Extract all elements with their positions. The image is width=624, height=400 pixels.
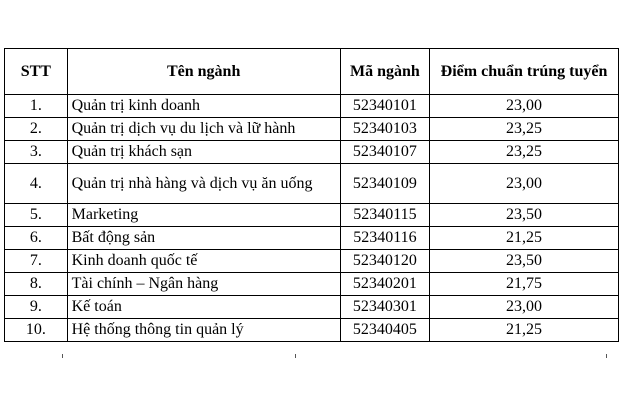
table-row: [5, 250, 619, 273]
row-cutoff-score: 23,50: [430, 250, 619, 273]
row-cutoff-score: 23,00: [430, 296, 619, 319]
header-major-name: Tên ngành: [67, 49, 340, 95]
row-major-code: 52340107: [340, 141, 429, 164]
row-stt: 1.: [5, 95, 68, 118]
crop-artifact: [62, 354, 63, 358]
row-stt: 7.: [5, 250, 68, 273]
crop-artifact: [606, 354, 607, 358]
row-major-name: Tài chính – Ngân hàng: [67, 273, 340, 296]
table-row: [5, 95, 619, 118]
row-major-code: 52340116: [340, 227, 429, 250]
row-major-code: 52340201: [340, 273, 429, 296]
row-stt: 3.: [5, 141, 68, 164]
row-major-code: 52340115: [340, 204, 429, 227]
row-cutoff-score: 23,00: [430, 95, 619, 118]
row-major-name: Marketing: [67, 204, 340, 227]
table-row: [5, 204, 619, 227]
row-major-code: 52340103: [340, 118, 429, 141]
header-stt: STT: [5, 49, 68, 95]
row-major-name: Quản trị dịch vụ du lịch và lữ hành: [67, 118, 340, 141]
row-major-name: Kế toán: [67, 296, 340, 319]
row-stt: 4.: [5, 164, 68, 204]
crop-artifact: [295, 354, 296, 358]
row-major-name: Hệ thống thông tin quản lý: [67, 319, 340, 342]
row-major-name: Kinh doanh quốc tế: [67, 250, 340, 273]
row-cutoff-score: 21,25: [430, 319, 619, 342]
row-major-name: Quản trị nhà hàng và dịch vụ ăn uống: [67, 164, 340, 204]
row-stt: 8.: [5, 273, 68, 296]
row-cutoff-score: 21,75: [430, 273, 619, 296]
table-row: [5, 118, 619, 141]
table-row: [5, 319, 619, 342]
table-row: [5, 273, 619, 296]
row-major-code: 52340120: [340, 250, 429, 273]
row-major-name: Quản trị khách sạn: [67, 141, 340, 164]
cropped-text-above-table: [80, 16, 330, 26]
row-major-code: 52340405: [340, 319, 429, 342]
table-header-row: [5, 49, 619, 95]
admission-scores-table: [4, 48, 619, 342]
cropped-edge-below-table: [0, 354, 624, 358]
row-cutoff-score: 23,50: [430, 204, 619, 227]
row-major-code: 52340301: [340, 296, 429, 319]
table-row: [5, 227, 619, 250]
row-stt: 5.: [5, 204, 68, 227]
row-stt: 2.: [5, 118, 68, 141]
row-stt: 9.: [5, 296, 68, 319]
row-major-code: 52340109: [340, 164, 429, 204]
row-stt: 10.: [5, 319, 68, 342]
header-cutoff-score: Điểm chuẩn trúng tuyển: [430, 49, 619, 95]
row-major-code: 52340101: [340, 95, 429, 118]
row-major-name: Quản trị kinh doanh: [67, 95, 340, 118]
row-cutoff-score: 23,00: [430, 164, 619, 204]
row-cutoff-score: 21,25: [430, 227, 619, 250]
header-major-code: Mã ngành: [340, 49, 429, 95]
table-row: [5, 141, 619, 164]
table-row: [5, 296, 619, 319]
row-cutoff-score: 23,25: [430, 141, 619, 164]
table-row: [5, 164, 619, 204]
row-major-name: Bất động sản: [67, 227, 340, 250]
row-cutoff-score: 23,25: [430, 118, 619, 141]
row-stt: 6.: [5, 227, 68, 250]
